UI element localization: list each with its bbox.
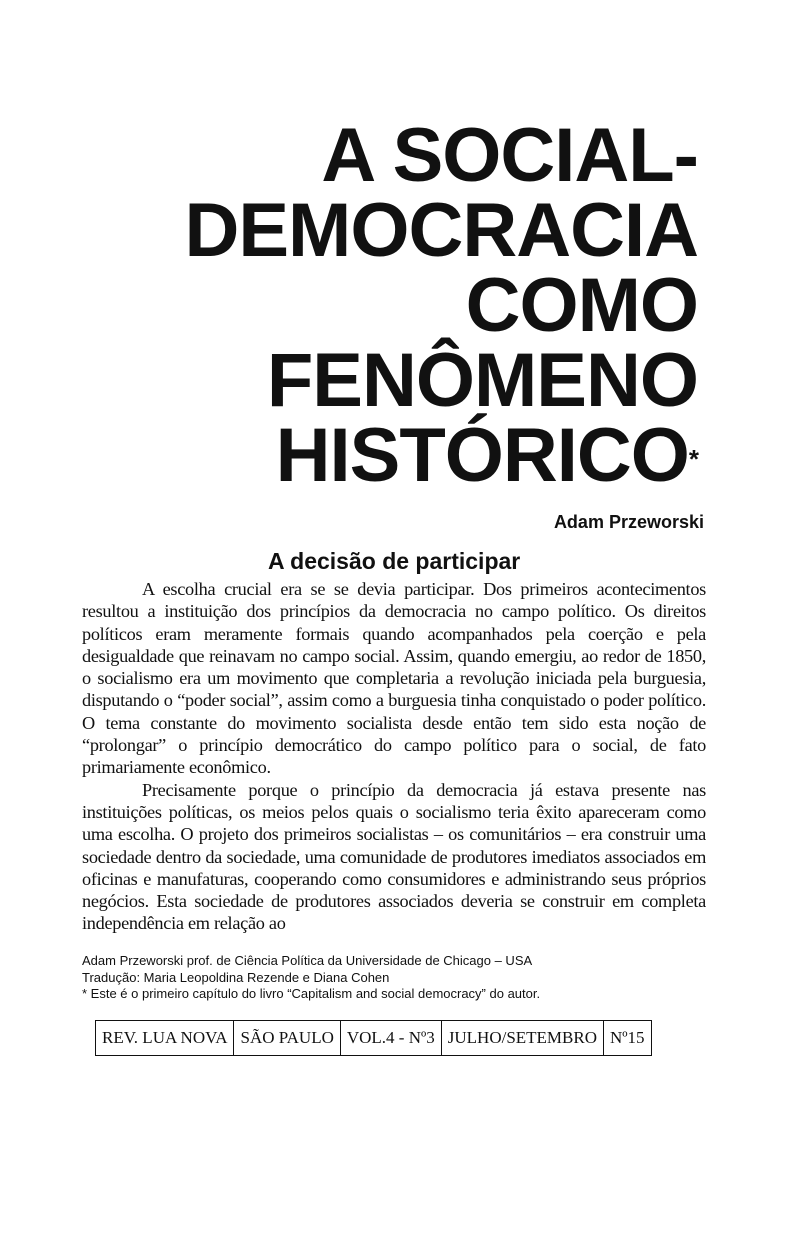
title-footnote-mark: *: [688, 444, 698, 474]
journal-volume: VOL.4 - Nº3: [341, 1021, 442, 1055]
title-line-2: DEMOCRACIA: [184, 188, 698, 273]
paragraph: Precisamente porque o princípio da democracia já estava presente nas instituições políticas, os meios pelos quais o socialismo teria êxito apareceram como uma escolha. O projeto dos primeiros socialistas – os comunitários – era construir uma sociedade dentro da sociedade, uma comunidade de produtores imediatos associados em oficinas e manufaturas, cooperando como consumidores e administrando seus próprios negócios. Esta sociedade de produtores associados deveria se construir em completa independência em relação ao: [82, 779, 706, 934]
title-line-3: COMO: [465, 263, 698, 348]
title-line-5: [58, 413, 698, 498]
journal-period: JULHO/SETEMBRO: [442, 1021, 604, 1055]
title-line-4: FENÔMENO: [266, 338, 698, 423]
article-body: [82, 578, 706, 935]
article-title: [58, 113, 698, 498]
journal-city: SÃO PAULO: [234, 1021, 340, 1055]
title-line-1: A SOCIAL-: [321, 113, 698, 198]
footnote-source: * Este é o primeiro capítulo do livro “Capitalism and social democracy” do autor.: [82, 986, 541, 1001]
journal-issue: Nº15: [610, 1028, 645, 1047]
paragraph: A escolha crucial era se se devia participar. Dos primeiros acontecimentos resultou a instituição dos princípios da democracia no campo político. Os direitos políticos eram meramente formais quando acompanhados pela coerção e pela desigualdade que reinavam no campo social. Assim, quando emergiu, ao redor de 1850, o socialismo era um movimento que completaria a revolução iniciada pela burguesia, disputando o “poder social”, assim como a burguesia tinha conquistado o poder político. O tema constante do movimento socialista desde então tem sido esta noção de “prolongar” o princípio democrático do campo político para o social, de fato primariamente econômico.: [82, 579, 706, 778]
footnotes: [82, 953, 722, 1003]
footnote-author-affiliation: Adam Przeworski prof. de Ciência Política da Universidade de Chicago – USA: [82, 953, 533, 968]
journal-name: REV. LUA NOVA: [96, 1021, 234, 1055]
journal-info-box: [95, 1020, 652, 1056]
section-heading: A decisão de participar: [268, 548, 521, 574]
title-line-5-text: HISTÓRICO: [275, 413, 689, 498]
author-name: Adam Przeworski: [553, 512, 704, 532]
footnote-translation: Tradução: Maria Leopoldina Rezende e Diana Cohen: [82, 969, 390, 985]
